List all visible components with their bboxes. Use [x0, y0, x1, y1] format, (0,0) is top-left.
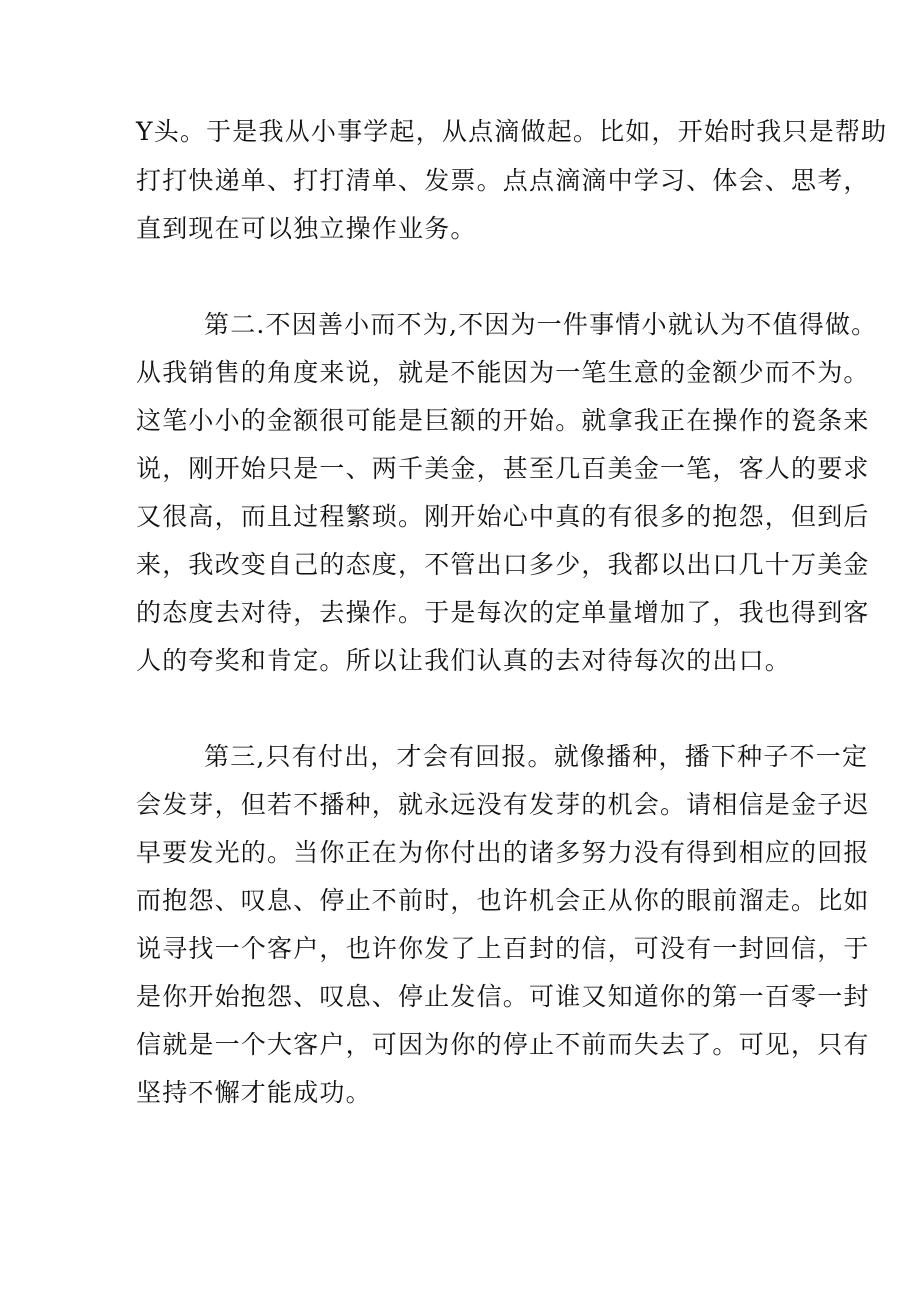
text-line: 坚持不懈才能成功。	[136, 1078, 372, 1107]
text-line: 的态度去对待，去操作。于是每次的定单量增加了，我也得到客	[136, 598, 870, 627]
text-line: 第三,只有付出，才会有回报。就像播种，播下种子不一定	[204, 742, 869, 771]
text-line: 来，我改变自己的态度，不管出口多少，我都以出口几十万美金	[136, 550, 870, 579]
text-line: 说寻找一个客户，也许你发了上百封的信，可没有一封回信，于	[136, 934, 870, 963]
text-line: Y头。于是我从小事学起，从点滴做起。比如，开始时我只是帮助	[136, 117, 888, 146]
text-line: 人的夸奖和肯定。所以让我们认真的去对待每次的出口。	[136, 646, 792, 675]
text-line: 信就是一个大客户，可因为你的停止不前而失去了。可见，只有	[136, 1030, 870, 1059]
text-line: 第二.不因善小而不为,不因为一件事情小就认为不值得做。	[204, 310, 878, 339]
text-line: 早要发光的。当你正在为你付出的诸多努力没有得到相应的回报	[136, 838, 870, 867]
text-line: 是你开始抱怨、叹息、停止发信。可谁又知道你的第一百零一封	[136, 982, 870, 1011]
text-line: 又很高，而且过程繁琐。刚开始心中真的有很多的抱怨，但到后	[136, 502, 870, 531]
text-line: 直到现在可以独立操作业务。	[136, 214, 477, 243]
text-line: 而抱怨、叹息、停止不前时，也许机会正从你的眼前溜走。比如	[136, 886, 870, 915]
text-line: 说，刚开始只是一、两千美金，甚至几百美金一笔，客人的要求	[136, 454, 870, 483]
text-line: 会发芽，但若不播种，就永远没有发芽的机会。请相信是金子迟	[136, 790, 870, 819]
text-line: 这笔小小的金额很可能是巨额的开始。就拿我正在操作的瓷条来	[136, 406, 870, 435]
text-line: 从我销售的角度来说，就是不能因为一笔生意的金额少而不为。	[136, 358, 870, 387]
text-line: 打打快递单、打打清单、发票。点点滴滴中学习、体会、思考，	[136, 166, 870, 195]
